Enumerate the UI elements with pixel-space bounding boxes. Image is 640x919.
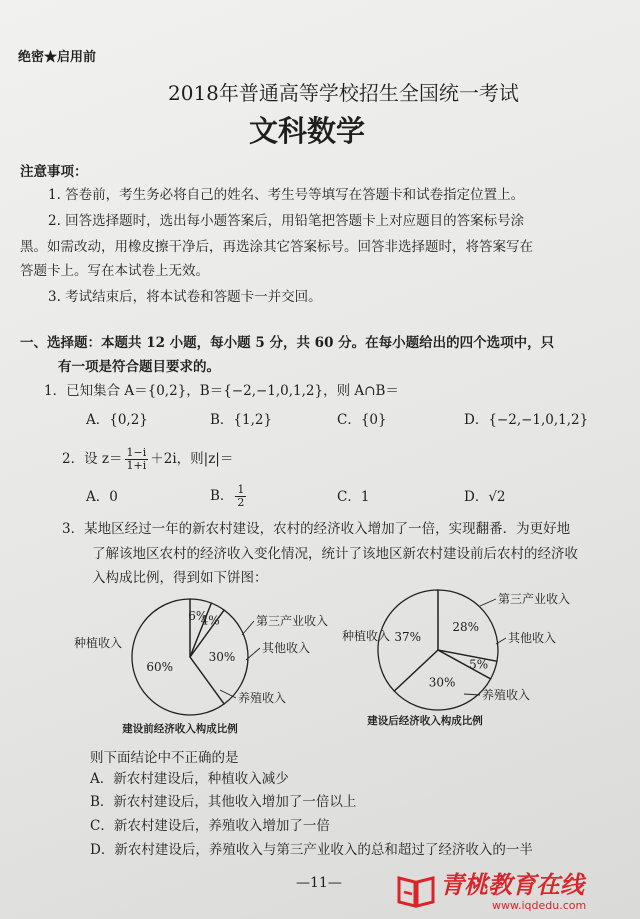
pie-before-value-tertiary: 6% — [188, 609, 208, 623]
pie-before-label-planting: 种植收入 — [74, 636, 123, 650]
q2-fraction — [125, 447, 149, 472]
q1-option-d: D．{−2,−1,0,1,2} — [464, 412, 589, 428]
q3-prompt: 则下面结论中不正确的是 — [90, 750, 239, 766]
q1-option-c: C．{0} — [337, 412, 387, 428]
pie-before-value-breeding: 30% — [208, 650, 236, 664]
q2-option-c: C．1 — [337, 489, 370, 505]
pie-before-leader-breeding — [220, 690, 236, 698]
pie-before-value-other: 4% — [200, 613, 220, 628]
pie-after-value-other: 5% — [469, 657, 489, 672]
book-icon — [396, 872, 436, 910]
brand-url: www.iqdedu.com — [492, 899, 587, 912]
brand-name: 青桃教育在线 — [440, 871, 584, 899]
q3-option-a: A．新农村建设后，种植收入减少 — [90, 771, 289, 787]
q2-option-b-denominator: 2 — [237, 496, 245, 509]
q2-stem-pre: 2．设 z＝ — [62, 451, 123, 467]
q2-option-b-fraction — [235, 484, 246, 509]
q2-stem-post: ＋2i，则|z|＝ — [150, 451, 234, 467]
pie-before-label-tertiary: 第三产业收入 — [256, 614, 329, 628]
q2-option-d: D．√2 — [464, 489, 506, 505]
q3-option-b: B．新农村建设后，其他收入增加了一倍以上 — [90, 794, 357, 810]
q2-option-b — [210, 479, 248, 513]
pie-before-label-breeding: 养殖收入 — [238, 691, 287, 705]
q2-option-a: A．0 — [86, 489, 118, 505]
q3-option-c: C．新农村建设后，养殖收入增加了一倍 — [90, 818, 330, 834]
secret-label: 绝密★启用前 — [18, 50, 97, 65]
page-number: —11— — [296, 875, 342, 891]
q2-fraction-numerator: 1−i — [126, 446, 147, 459]
brand-logo — [396, 868, 636, 916]
q3-option-d: D．新农村建设后，养殖收入与第三产业收入的总和超过了经济收入的一半 — [90, 842, 533, 858]
pie-after-label-other: 其他收入 — [508, 631, 557, 645]
pie-after-value-tertiary: 28% — [452, 620, 480, 635]
subject-title: 文科数学 — [249, 114, 366, 148]
note-2c: 答题卡上。写在本试卷上无效。 — [20, 263, 209, 279]
pie-chart-after — [330, 582, 590, 732]
q1-stem: 1．已知集合 A＝{0,2}，B＝{−2,−1,0,1,2}，则 A∩B＝ — [44, 383, 399, 399]
pie-after-label-tertiary: 第三产业收入 — [498, 592, 571, 606]
q1-option-a: A．{0,2} — [86, 412, 148, 428]
pie-after-value-breeding: 30% — [428, 675, 456, 690]
section-heading: 一、选择题：本题共 12 小题，每小题 5 分，共 60 分。在每小题给出的四个选项中，只 — [20, 335, 555, 351]
q3-line-2: 了解该地区农村的经济收入变化情况，统计了该地区新农村建设前后农村的经济收 — [92, 546, 578, 562]
note-3: 3. 考试结束后，将本试卷和答题卡一并交回。 — [48, 289, 322, 305]
q3-line-3: 入构成比例，得到如下饼图： — [92, 570, 268, 586]
pie-after-title: 建设后经济收入构成比例 — [367, 715, 483, 727]
pie-after-leader-tertiary — [480, 599, 496, 606]
q2-option-b-numerator: 1 — [237, 483, 245, 496]
pie-before-leader-tertiary — [242, 621, 254, 635]
pie-after-label-planting: 种植收入 — [342, 629, 391, 643]
pie-after-label-breeding: 养殖收入 — [482, 688, 531, 702]
q2-stem — [62, 442, 233, 476]
q2-option-b-label: B． — [210, 488, 234, 504]
pie-chart-before — [70, 590, 340, 740]
q1-option-b: B．{1,2} — [210, 412, 273, 428]
note-2a: 2. 回答选择题时，选出每小题答案后，用铅笔把答题卡上对应题目的答案标号涂 — [48, 213, 525, 229]
q3-line-1: 3．某地区经过一年的新农村建设，农村的经济收入增加了一倍，实现翻番．为更好地 — [62, 521, 571, 537]
note-1: 1. 答卷前，考生务必将自己的姓名、考生号等填写在答题卡和试卷指定位置上。 — [48, 187, 525, 203]
pie-before-title: 建设前经济收入构成比例 — [122, 723, 238, 735]
pie-before-label-other: 其他收入 — [262, 641, 311, 655]
section-heading-cont: 有一项是符合题目要求的。 — [58, 359, 220, 375]
notes-heading: 注意事项： — [20, 164, 88, 180]
note-2b: 黑。如需改动，用橡皮擦干净后，再选涂其它答案标号。回答非选择题时，将答案写在 — [20, 239, 533, 255]
pie-after-value-planting: 37% — [394, 629, 422, 644]
q2-fraction-denominator: 1+i — [126, 459, 147, 472]
pie-before-value-planting: 60% — [146, 659, 174, 674]
pie-after-leader-breeding — [464, 694, 480, 695]
exam-title: 2018年普通高等学校招生全国统一考试 — [168, 81, 519, 105]
